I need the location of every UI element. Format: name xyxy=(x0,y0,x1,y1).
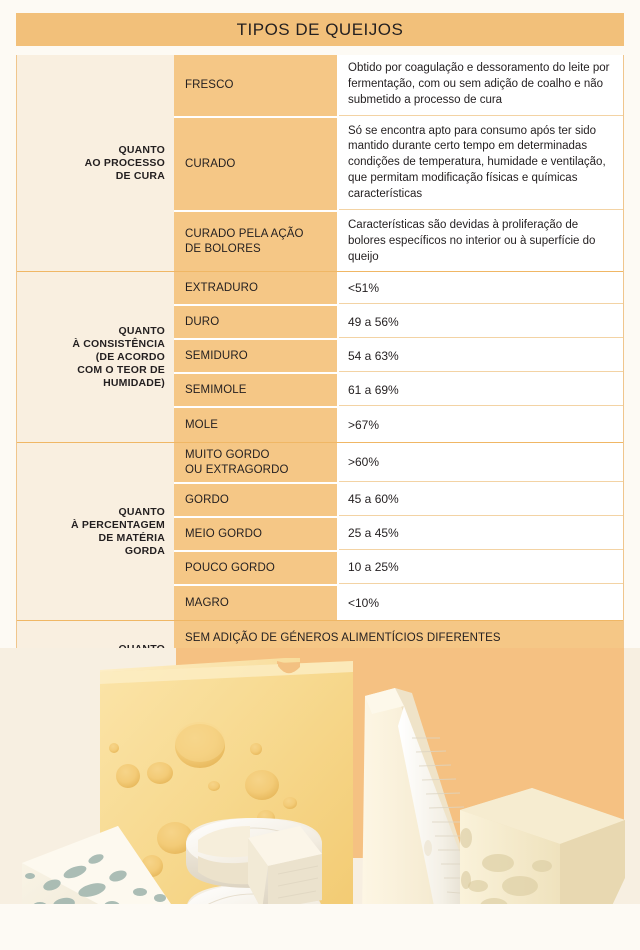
row-value: 45 a 60% xyxy=(348,492,399,507)
table-row xyxy=(174,586,623,620)
row-value-cell xyxy=(339,443,623,482)
photo-bottom-fade xyxy=(0,904,640,950)
row-name: CURADO PELA AÇÃO DE BOLORES xyxy=(185,228,304,255)
table-row xyxy=(174,306,623,340)
row-name: SEMIMOLE xyxy=(185,384,247,397)
table-section xyxy=(17,272,623,443)
section-rows xyxy=(174,55,623,271)
row-value: Obtido por coagulação e dessoramento do leite por fermentação, com ou sem adição de coalho e não submetido a processo de cura xyxy=(348,62,610,106)
row-value: <51% xyxy=(348,280,380,295)
row-name-cell xyxy=(174,212,339,272)
row-name: EXTRADURO xyxy=(185,282,259,295)
row-name: MOLE xyxy=(185,419,218,432)
row-name: DURO xyxy=(185,316,220,329)
row-name-cell xyxy=(174,340,339,372)
section-rows xyxy=(174,443,623,620)
row-name-cell xyxy=(174,374,339,406)
row-name-cell xyxy=(174,272,339,304)
row-name: MUITO GORDO OU EXTRAGORDO xyxy=(185,449,289,476)
row-name-cell xyxy=(174,484,339,516)
row-name-cell xyxy=(174,586,339,620)
row-name-cell xyxy=(174,118,339,210)
section-category xyxy=(17,272,174,442)
table-row xyxy=(174,340,623,374)
table-row xyxy=(174,118,623,212)
row-name-cell xyxy=(174,443,339,482)
row-name-cell xyxy=(174,518,339,550)
row-name: SEM ADIÇÃO DE GÉNEROS ALIMENTÍCIOS DIFERENTES xyxy=(185,631,501,644)
row-name: CURADO xyxy=(185,157,236,170)
table-row xyxy=(174,408,623,442)
table-section xyxy=(17,55,623,272)
row-name: MEIO GORDO xyxy=(185,528,263,541)
row-value: 61 a 69% xyxy=(348,382,399,397)
table-row xyxy=(174,272,623,306)
page-title-bar xyxy=(16,13,624,46)
row-value-cell xyxy=(339,586,623,620)
row-value-cell xyxy=(339,340,623,372)
table-row xyxy=(174,518,623,552)
table-row xyxy=(174,552,623,586)
row-value-cell xyxy=(339,272,623,304)
row-name: SEMIDURO xyxy=(185,350,248,363)
row-value: 10 a 25% xyxy=(348,560,399,575)
row-value-cell xyxy=(339,212,623,272)
row-value-cell xyxy=(339,55,623,116)
row-value: <10% xyxy=(348,595,380,610)
page-title: TIPOS DE QUEIJOS xyxy=(236,19,404,39)
row-value: 54 a 63% xyxy=(348,348,399,363)
row-value: Só se encontra apto para consumo após ter sido mantido durante certo tempo em determinadas condições de temperatura, humidade e ventilação, que permitam modificação físicas e químicas características xyxy=(348,124,606,201)
table-row xyxy=(174,212,623,272)
row-name: GORDO xyxy=(185,494,229,507)
section-rows xyxy=(174,272,623,442)
row-name: POUCO GORDO xyxy=(185,562,275,575)
section-category-label: QUANTO AO PROCESSO DE CURA xyxy=(84,143,165,182)
row-value: >60% xyxy=(348,455,380,470)
row-value: 25 a 45% xyxy=(348,526,399,541)
row-value-cell xyxy=(339,518,623,550)
section-category xyxy=(17,443,174,620)
table-section xyxy=(17,443,623,621)
table-row xyxy=(174,374,623,408)
row-value: Características são devidas à proliferação de bolores específicos no interior ou à superfície do queijo xyxy=(348,218,596,263)
row-value: >67% xyxy=(348,418,380,433)
row-name-cell xyxy=(174,408,339,442)
row-name-cell xyxy=(174,552,339,584)
section-category xyxy=(17,55,174,271)
table-row xyxy=(174,55,623,118)
row-value-cell xyxy=(339,484,623,516)
row-value-cell xyxy=(339,118,623,210)
table-row xyxy=(174,484,623,518)
row-name-cell xyxy=(174,306,339,338)
row-name: FRESCO xyxy=(185,79,234,92)
row-value-cell xyxy=(339,408,623,442)
row-value-cell xyxy=(339,306,623,338)
row-name-cell xyxy=(174,55,339,116)
row-value-cell xyxy=(339,552,623,584)
cheese-photo xyxy=(0,648,640,950)
row-name: MAGRO xyxy=(185,597,229,610)
table-row xyxy=(174,443,623,484)
section-category-label: QUANTO À PERCENTAGEM DE MATÉRIA GORDA xyxy=(71,505,165,557)
cheese-types-table xyxy=(16,55,624,692)
row-value: 49 a 56% xyxy=(348,314,399,329)
section-category-label: QUANTO À CONSISTÊNCIA (DE ACORDO COM O TEOR DE HUMIDADE) xyxy=(72,324,165,390)
row-value-cell xyxy=(339,374,623,406)
